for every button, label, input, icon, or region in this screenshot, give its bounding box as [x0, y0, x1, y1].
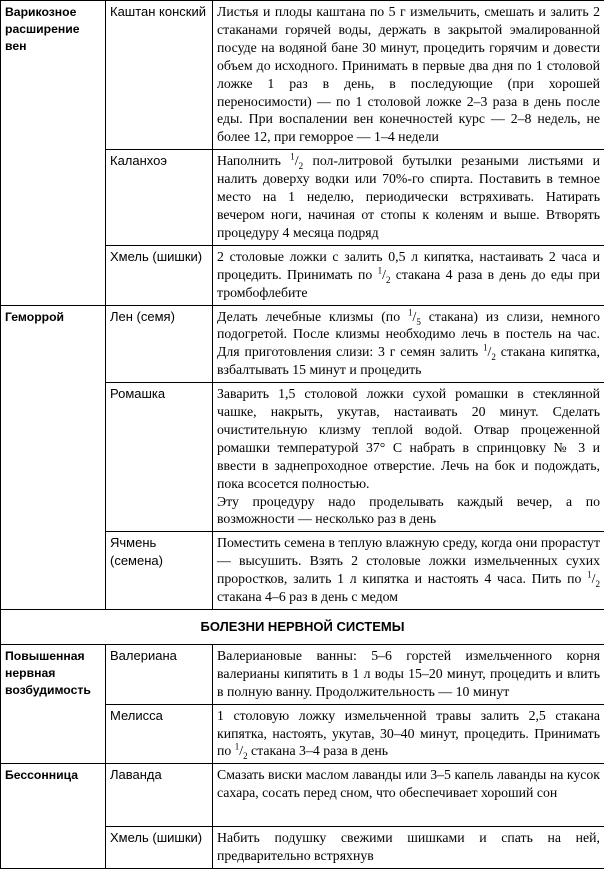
- table-row: [1, 305, 604, 383]
- plant-cell: Ромашка: [106, 383, 213, 532]
- recipe-cell: 1 столовую ложку измельченной травы залить 2,5 стакана кипятка, настоять, укутав, 30–40 минут, процедить. Принимать по $^1/_2$ стакана 3–4 раза в день: [213, 704, 604, 764]
- recipe-cell: Наполнить $^1/_2$ пол-литровой бутылки резаными листьями и налить доверху водки или 70%-го спирта. Поставить в темное место на 1 неделю, периодически встряхивать. Натирать вечером ноги, начиная от стопы к коленям и выше. Втворять процедуру 4 месяца подряд: [213, 150, 604, 246]
- recipe-paragraph: Эту процедуру надо проделывать каждый вечер, а по возможности — несколько раз в день: [217, 493, 600, 529]
- plant-cell: Ячмень (семена): [106, 532, 213, 610]
- recipe-cell: Делать лечебные клизмы (по $^1/_5$ стакана) из слизи, немного подогретой. После клизмы необходимо лечь в постель на час. Для приготовления слизи: 3 г семян залить $^1/_2$ стакана кипятка, взбалтывать 15 минут и процедить: [213, 305, 604, 383]
- section-row: [1, 610, 604, 645]
- plant-cell: Лаванда: [106, 764, 213, 827]
- section-title: БОЛЕЗНИ НЕРВНОЙ СИСТЕМЫ: [1, 610, 604, 645]
- plant-cell: Мелисса: [106, 704, 213, 764]
- table-row: [1, 1, 604, 150]
- plant-cell: Лен (семя): [106, 305, 213, 383]
- disease-cell: Варикозное расширение вен: [1, 1, 106, 306]
- disease-cell: Геморрой: [1, 305, 106, 610]
- recipe-cell: Поместить семена в теплую влажную среду, когда они прорастут — высушить. Взять 2 столовые ложки измельченных сухих проростков, залить 1 л кипятка и настоять 4 часа. Пить по $^1/_2$ стакана 4–6 раз в день с медом: [213, 532, 604, 610]
- recipe-cell: 2 столовые ложки с залить 0,5 л кипятка, настаивать 2 часа и процедить. Принимать по $^1/_2$ стакана 4 раза в день до еды при тромбофлебите: [213, 245, 604, 305]
- disease-cell: Повышенная нервная возбудимость: [1, 644, 106, 763]
- recipe-cell: Листья и плоды каштана по 5 г измельчить, смешать и залить 2 стаканами горячей воды, держать в закрытой эмалированной посуде на водяной бане 30 минут, процедить горячим и довести объем до исходного. Принимать в первые два дня по 1 столовой ложке 1 раз в день, в последующие (при хорошей переносимости) — по 1 столовой ложке 2–3 раза в день после еды. При воспалении вен конечностей курс — 2–8 недель, не более 12, при геморрое — 1–4 недели: [213, 1, 604, 150]
- recipe-paragraph: Заварить 1,5 столовой ложки сухой ромашки в стеклянной чашке, накрыть, укутав, настаивать 20 минут. Сделать очистительную клизму теплой водой. Отвар процеженной ромашки температурой 37° С набрать в спринцовку № 3 и ввести в заднепроходное отверстие. Лечь на бок и подождать, пока всосется полностью.: [217, 385, 600, 492]
- recipe-cell: Смазать виски маслом лаванды или 3–5 капель лаванды на кусок сахара, сосать перед сном, что обеспечивает хороший сон: [213, 764, 604, 827]
- disease-cell: Бессонница: [1, 764, 106, 869]
- plant-cell: Каланхоэ: [106, 150, 213, 246]
- plant-cell: Валериана: [106, 644, 213, 704]
- plant-cell: Хмель (шишки): [106, 245, 213, 305]
- recipe-cell: [213, 383, 604, 532]
- recipe-cell: Набить подушку свежими шишками и спать на ней, предварительно встряхнув: [213, 827, 604, 869]
- recipe-cell: Валериановые ванны: 5–6 горстей измельченного корня валерианы кипятить в 1 л воды 15–20 минут, процедить и влить в полную ванну. Продолжительность — 10 минут: [213, 644, 604, 704]
- table-row: [1, 764, 604, 827]
- plant-cell: Хмель (шишки): [106, 827, 213, 869]
- plant-cell: Каштан конский: [106, 1, 213, 150]
- table-row: [1, 644, 604, 704]
